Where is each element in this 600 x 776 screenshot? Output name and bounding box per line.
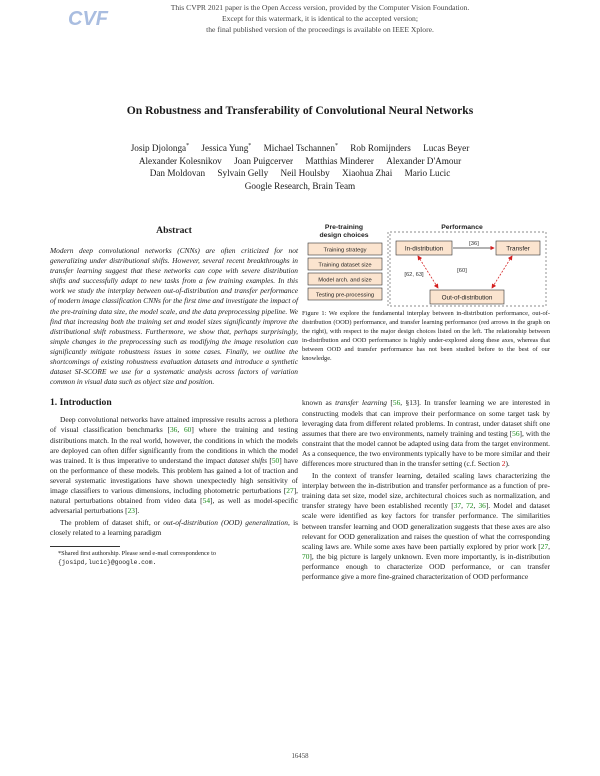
citation-link[interactable]: 27: [286, 485, 294, 495]
right-column-body: [302, 398, 550, 582]
author: Alexander D'Amour: [386, 155, 462, 166]
citation-link[interactable]: 50: [271, 455, 280, 465]
svg-text:Transfer: Transfer: [506, 245, 530, 253]
author: Mario Lucic: [404, 168, 451, 178]
author: Rob Romijnders: [350, 143, 411, 153]
body-paragraph: known as transfer learning [56, §13]. In transfer learning we are interested in constructing models that can improve their performance on some target task by leveraging data from different related problems. In contrast, under dataset shift one assumes that there are two environments, namely training and testing [56], with the constraint that the model cannot be adapted using data from the target environment. As a consequence, the two environments typically have to be more similar and their differences more structured than in the transfer setting (c.f. Section 2).: [302, 398, 550, 468]
affiliation: Google Research, Brain Team: [244, 180, 356, 191]
author-line: [60, 167, 540, 180]
svg-text:Out-of-distribution: Out-of-distribution: [441, 294, 493, 302]
choice-box-training-strategy: [308, 243, 382, 255]
edge-label-62-63: [62, 63]: [404, 272, 424, 278]
intro-paragraph: Deep convolutional networks have attained impressive results across a plethora of visual classification benchmarks [36, 60] where the training and testing distributions match. In the real world, however, the conditions in which the models are deployed can often differ significantly from the conditions in which the model was trained. It is thus imperative to understand the impact dataset shifts [50] have on the performance of these models. This problem has gained a lot of traction and several systematic investigations have shown unexpectedly high sensitivity of image classifiers to various dimensions, including photometric perturbations [27], natural perturbations obtained from video data [54], as well as model-specific adversarial perturbations [23].: [50, 415, 299, 516]
edge-label-36: [36]: [469, 241, 479, 247]
body-paragraph: In the context of transfer learning, detailed scaling laws characterizing the interplay between the in-distribution and transfer performance as a function of pre-training data set size, model size, architectural choices such as normalization, and transfer strategy have been established recently [37, 72, 36]. Model and dataset scale were identified as key factors for transfer performance. The similarities between transfer learning and OOD generalization suggests that these axes are also relevant for OOD generalization and raises the question of what the corresponding scaling laws are. While some axes have been partially explored by prior work [27, 70], the big picture is largely unknown. Even more importantly, is in-distribution performance enough to characterize OOD performance, or can transfer performance give a more fine-grained characterization of OOD performance: [302, 471, 551, 582]
author-line: [60, 142, 540, 155]
paper-title: On Robustness and Transferability of Convolutional Neural Networks: [126, 104, 474, 117]
cvf-logo: [68, 8, 114, 28]
abstract-text: Modern deep convolutional networks (CNNs) are often criticized for not generalizing under distributional shifts. However, several recent breakthroughs in transfer learning suggest that these networks can cope with severe distribution shifts and successfully adapt to new tasks from a few training examples. In this work we study the interplay between out-of-distribution and transfer performance of modern image classification CNNs for the first time and investigate the impact of the pre-training data size, the model scale, and the data preprocessing pipeline. We find that increasing both the training set and model sizes significantly improve the distributional shift robustness. Furthermore, we show that, perhaps surprisingly, simple changes in the preprocessing such as modifying the image resolution can significantly mitigate robustness issues in some cases. Finally, we outline the shortcomings of existing robustness evaluation datasets and introduce a synthetic dataset SI-SCORE we use for a systematic analysis across factors of variation common in visual data such as object size and position.: [50, 246, 298, 387]
author-line: [60, 155, 540, 168]
svg-text:In-distribution: In-distribution: [404, 245, 444, 253]
notice-line: Except for this watermark, it is identical to the accepted version;: [222, 14, 418, 23]
author: Joan Puigcerver: [234, 155, 294, 166]
svg-text:Testing pre-processing: Testing pre-processing: [315, 292, 375, 299]
author: Xiaohua Zhai: [342, 168, 393, 178]
choice-box-preprocessing: [308, 288, 382, 300]
node-transfer: [496, 241, 540, 255]
notice-line: the final published version of the proceedings is available on IEEE Xplore.: [206, 25, 434, 34]
author: Dan Moldovan: [149, 168, 206, 178]
section-heading-introduction: 1. Introduction: [50, 397, 112, 409]
citation-link[interactable]: 36: [169, 425, 178, 435]
citation-link[interactable]: 37: [453, 501, 462, 511]
citation-link[interactable]: 23: [127, 506, 135, 516]
abstract-heading: Abstract: [156, 225, 192, 236]
pretraining-title: Pre-training design choices: [319, 224, 369, 239]
intro-paragraph: The problem of dataset shift, or out-of-distribution (OOD) generalization, is closely related to a learning paradigm: [50, 518, 299, 538]
svg-text:Model arch. and size: Model arch. and size: [318, 277, 372, 284]
footnote-divider: [50, 546, 120, 547]
notice-line: This CVPR 2021 paper is the Open Access version, provided by the Computer Vision Foundation.: [170, 3, 470, 12]
node-in-distribution: [396, 241, 452, 255]
edge-transfer-to-ood: [492, 256, 512, 288]
figure-1: [302, 220, 550, 308]
figure-1-diagram: [302, 220, 550, 308]
edge-label-60: [60]: [457, 268, 467, 274]
left-column: [50, 225, 298, 568]
citation-link[interactable]: 54: [202, 496, 211, 506]
svg-text:Training strategy: Training strategy: [323, 247, 367, 254]
citation-link[interactable]: 60: [183, 425, 192, 435]
citation-link[interactable]: 72: [466, 501, 474, 511]
author: Jessica Yung*: [201, 142, 252, 153]
citation-link[interactable]: 56: [512, 428, 520, 438]
author: Lucas Beyer: [423, 143, 470, 153]
author: Josip Djolonga*: [130, 142, 190, 153]
footnote: *Shared first authorship. Please send e-mail correspondence to {josipd,lucic}@google.com.: [58, 550, 217, 567]
figure-1-caption: Figure 1: We explore the fundamental interplay between in-distribution performance, out-of-distribution (OOD) performance, and transfer learning performance (red arrows in the graph on the right), with respect to the major design choices listed on the left. The relationship between in-distribution and OOD performance is highly under-explored along these axes, whereas that between OOD and transfer performance has not been studied before to the best of our knowledge.: [302, 310, 550, 362]
author-list: [60, 142, 540, 192]
page-number: 16458: [291, 753, 309, 760]
right-column: [302, 220, 550, 584]
svg-text:Training dataset size: Training dataset size: [318, 262, 372, 269]
choice-box-model-arch: [308, 273, 382, 285]
cvf-logo-text: CVF: [68, 8, 108, 28]
citation-link[interactable]: 70: [302, 551, 310, 561]
node-ood: [430, 290, 504, 304]
author: Neil Houlsby: [280, 168, 330, 178]
choice-box-dataset-size: [308, 258, 382, 270]
citation-link[interactable]: 56: [392, 398, 401, 408]
section-link[interactable]: 2: [501, 459, 506, 468]
author: Matthias Minderer: [305, 155, 374, 166]
performance-title: Performance: [441, 224, 483, 231]
author: Alexander Kolesnikov: [138, 155, 222, 166]
citation-link[interactable]: 27: [540, 541, 549, 551]
author: Sylvain Gelly: [217, 168, 269, 178]
citation-link[interactable]: 36: [478, 501, 486, 511]
open-access-notice: [140, 2, 500, 35]
author: Michael Tschannen*: [263, 142, 338, 153]
